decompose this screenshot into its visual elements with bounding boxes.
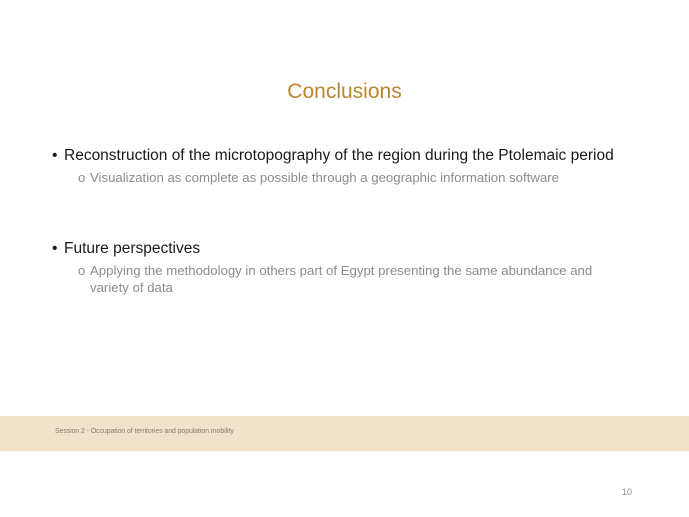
sub-bullet-methodology (78, 262, 623, 296)
footer-session-text: Session 2 - Occupation of territories and population mobility (55, 428, 234, 435)
page-number: 10 (622, 487, 633, 497)
bullet-item-reconstruction (52, 146, 614, 166)
sub-bullet-text: Applying the methodology in others part of Egypt presenting the same abundance and variety of data (90, 263, 593, 295)
sub-bullet-visualization (78, 169, 638, 186)
bullet-marker: • (52, 240, 58, 257)
sub-bullet-text: Visualization as complete as possible through a geographic information software (90, 170, 559, 185)
bullet-item-future-perspectives (52, 239, 200, 259)
footer-band (0, 416, 689, 451)
sub-bullet-marker: o (78, 263, 86, 278)
bullet-marker: • (52, 147, 58, 164)
slide-title: Conclusions (287, 80, 402, 103)
bullet-text: Reconstruction of the microtopography of the region during the Ptolemaic period (64, 147, 614, 164)
sub-bullet-marker: o (78, 170, 86, 185)
bullet-text: Future perspectives (64, 240, 201, 257)
